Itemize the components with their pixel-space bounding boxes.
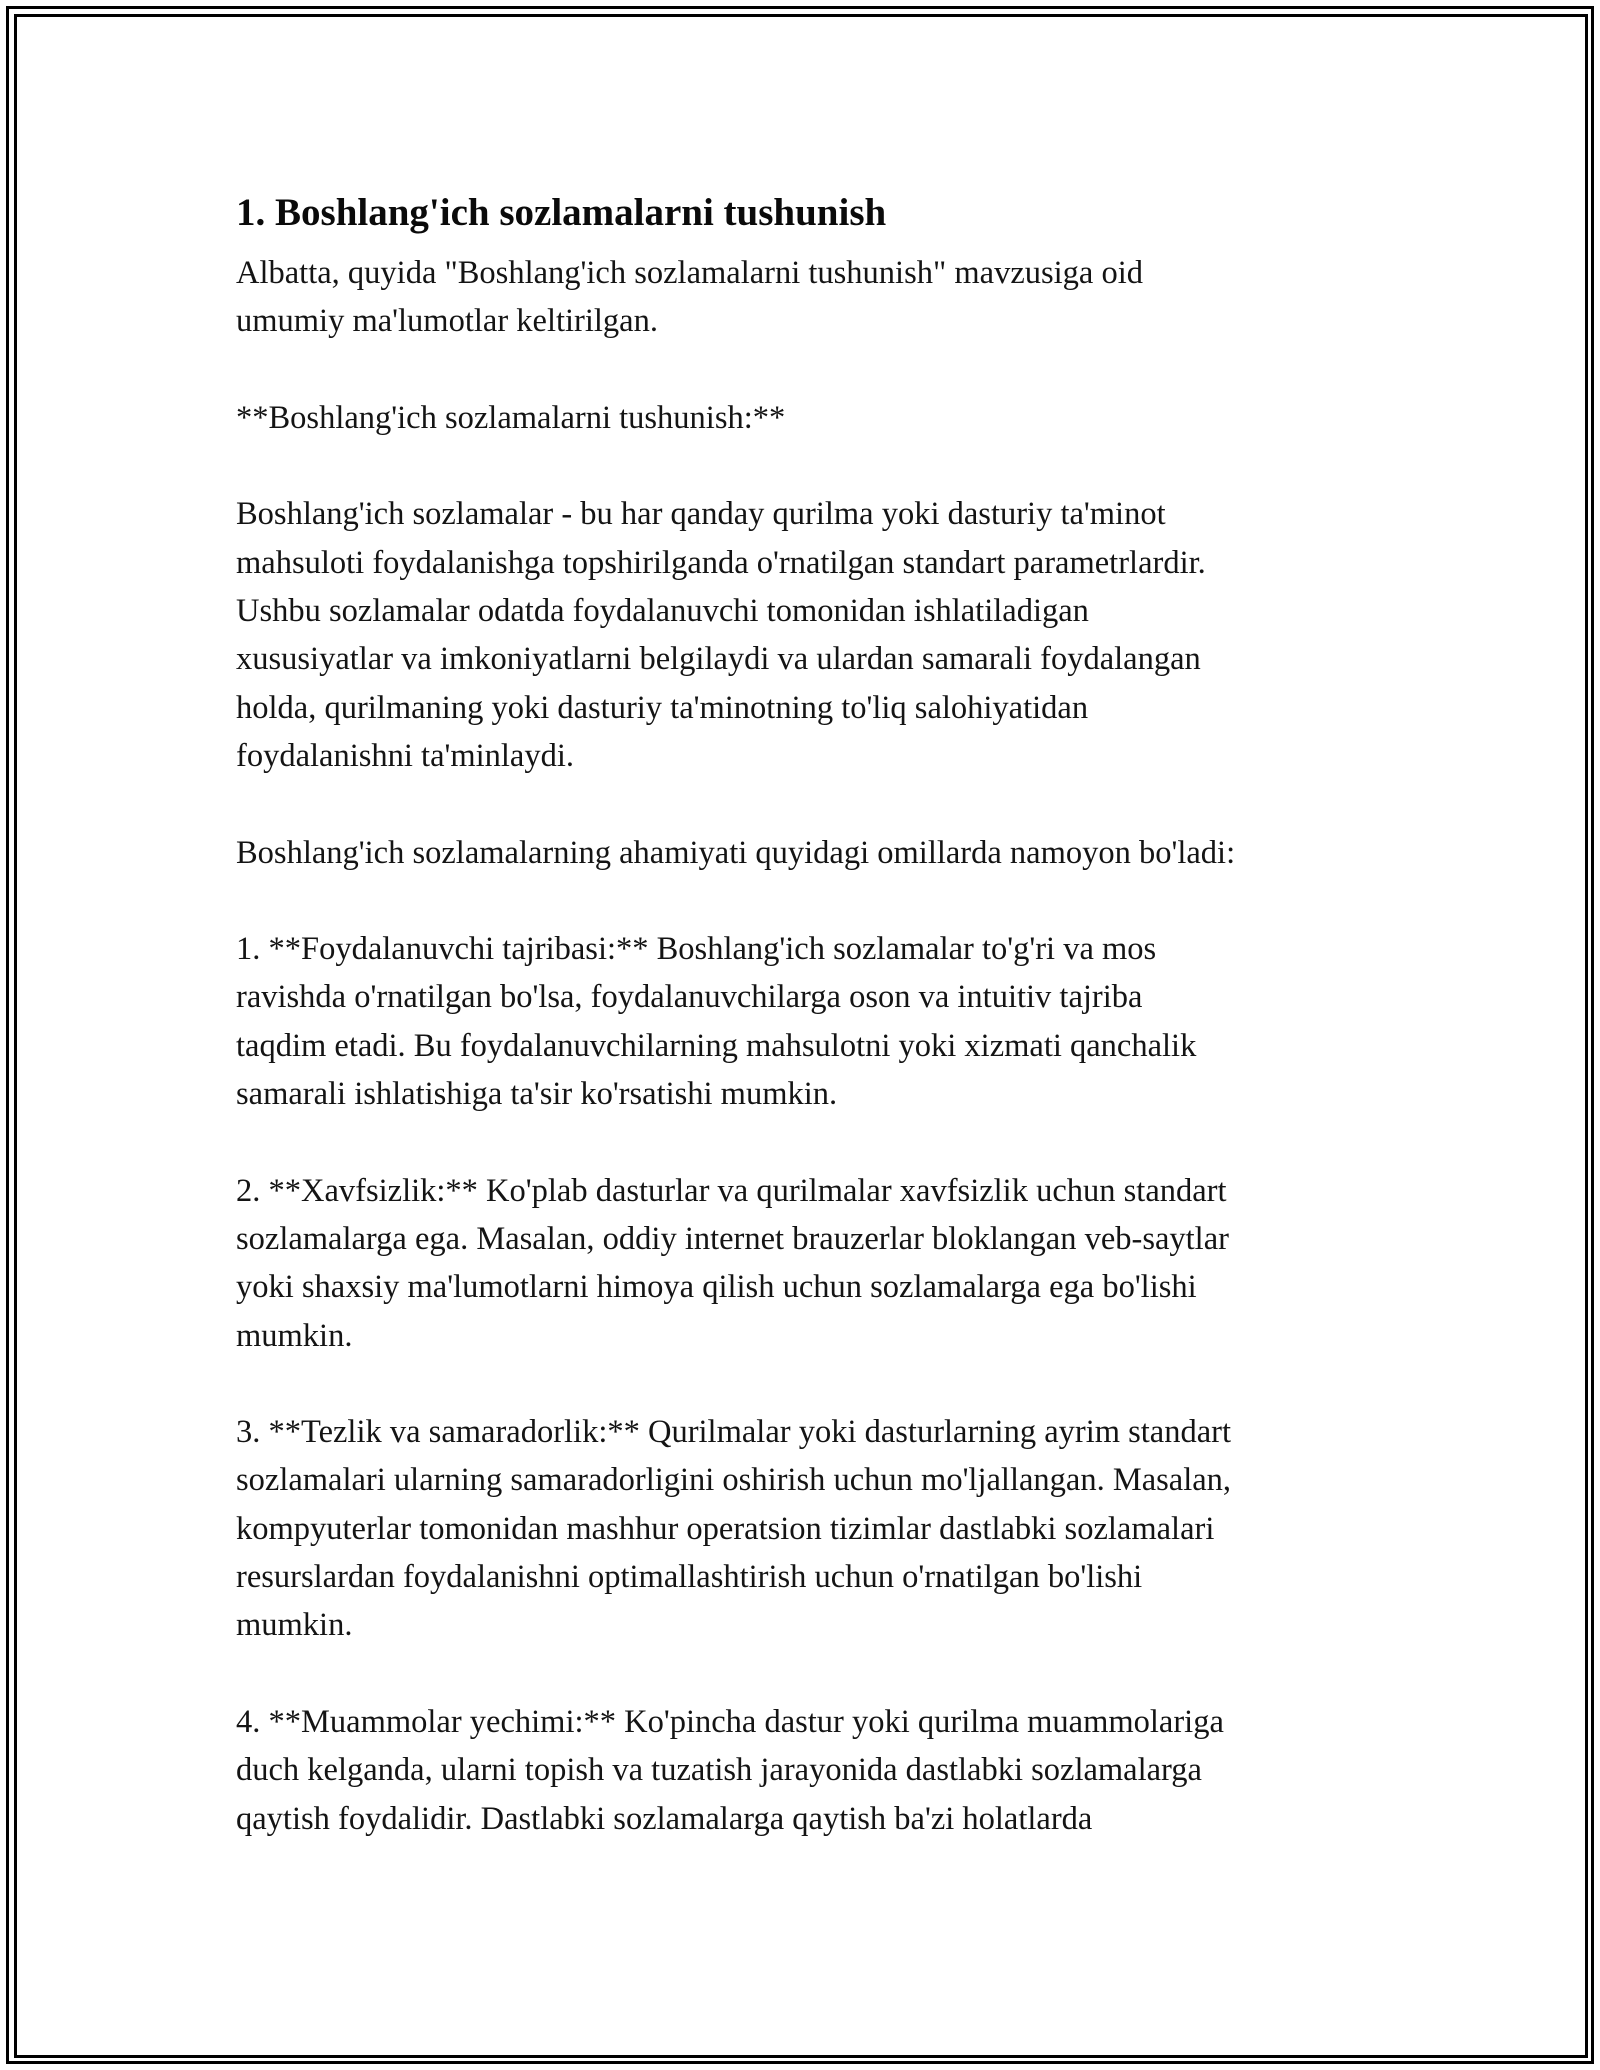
text-line: Ushbu sozlamalar odatda foydalanuvchi tomonidan ishlatiladigan [236, 593, 1089, 630]
text-line: mahsuloti foydalanishga topshirilganda o'rnatilgan standart parametrlardir. [236, 544, 1206, 581]
text-line: samarali ishlatishiga ta'sir ko'rsatishi mumkin. [236, 1076, 838, 1113]
text-line: Boshlang'ich sozlamalar - bu har qanday qurilma yoki dasturiy ta'minot [236, 496, 1166, 533]
text-line: qaytish foydalidir. Dastlabki sozlamalarga qaytish ba'zi holatlarda [236, 1800, 1093, 1837]
text-line: foydalanishni ta'minlaydi. [236, 737, 575, 774]
paragraph [236, 394, 1386, 442]
paragraph [236, 1167, 1386, 1360]
text-line: umumiy ma'lumotlar keltirilgan. [236, 303, 658, 340]
paragraph-gap [236, 1650, 1386, 1698]
document-body [236, 183, 1386, 1843]
text-line: holda, qurilmaning yoki dasturiy ta'minotning to'liq salohiyatidan [236, 689, 1089, 726]
text-line: yoki shaxsiy ma'lumotlarni himoya qilish uchun sozlamalarga ega bo'lishi [236, 1269, 1197, 1306]
paragraph-list [236, 249, 1386, 1843]
text-line: duch kelganda, ularni topish va tuzatish jarayonida dastlabki sozlamalarga [236, 1752, 1202, 1789]
paragraph-gap [236, 1360, 1386, 1408]
paragraph [236, 829, 1386, 877]
text-line: taqdim etadi. Bu foydalanuvchilarning mahsulotni yoki xizmati qanchalik [236, 1027, 1197, 1064]
text-line: **Boshlang'ich sozlamalarni tushunish:** [236, 399, 786, 436]
paragraph [236, 249, 1386, 346]
paragraph-gap [236, 780, 1386, 828]
text-line: kompyuterlar tomonidan mashhur operatsion tizimlar dastlabki sozlamalari [236, 1510, 1215, 1547]
paragraph-gap [236, 346, 1386, 394]
paragraph [236, 925, 1386, 1118]
text-line: 1. **Foydalanuvchi tajribasi:** Boshlang'ich sozlamalar to'g'ri va mos [236, 931, 1157, 968]
text-line: 2. **Xavfsizlik:** Ko'plab dasturlar va qurilmalar xavfsizlik uchun standart [236, 1172, 1227, 1209]
paragraph [236, 1408, 1386, 1649]
text-line: sozlamalari ularning samaradorligini oshirish uchun mo'ljallangan. Masalan, [236, 1462, 1232, 1499]
paragraph [236, 490, 1386, 780]
text-line: mumkin. [236, 1607, 353, 1644]
text-line: mumkin. [236, 1317, 353, 1354]
text-line: Boshlang'ich sozlamalarning ahamiyati quyidagi omillarda namoyon bo'ladi: [236, 834, 1236, 871]
text-line: ravishda o'rnatilgan bo'lsa, foydalanuvchilarga oson va intuitiv tajriba [236, 979, 1143, 1016]
text-line: 4. **Muammolar yechimi:** Ko'pincha dastur yoki qurilma muammolariga [236, 1703, 1224, 1740]
document-title: 1. Boshlang'ich sozlamalarni tushunish [236, 191, 887, 234]
text-line: xususiyatlar va imkoniyatlarni belgilaydi va ulardan samarali foydalangan [236, 641, 1201, 678]
text-line: Albatta, quyida "Boshlang'ich sozlamalarni tushunish" mavzusiga oid [236, 255, 1144, 291]
paragraph-gap [236, 877, 1386, 925]
text-line: sozlamalarga ega. Masalan, oddiy internet brauzerlar bloklangan veb-saytlar [236, 1220, 1229, 1257]
text-line: 3. **Tezlik va samaradorlik:** Qurilmalar yoki dasturlarning ayrim standart [236, 1414, 1232, 1451]
paragraph [236, 1698, 1386, 1843]
text-line: resurslardan foydalanishni optimallashtirish uchun o'rnatilgan bo'lishi [236, 1559, 1143, 1596]
paragraph-gap [236, 442, 1386, 490]
paragraph-gap [236, 1118, 1386, 1166]
